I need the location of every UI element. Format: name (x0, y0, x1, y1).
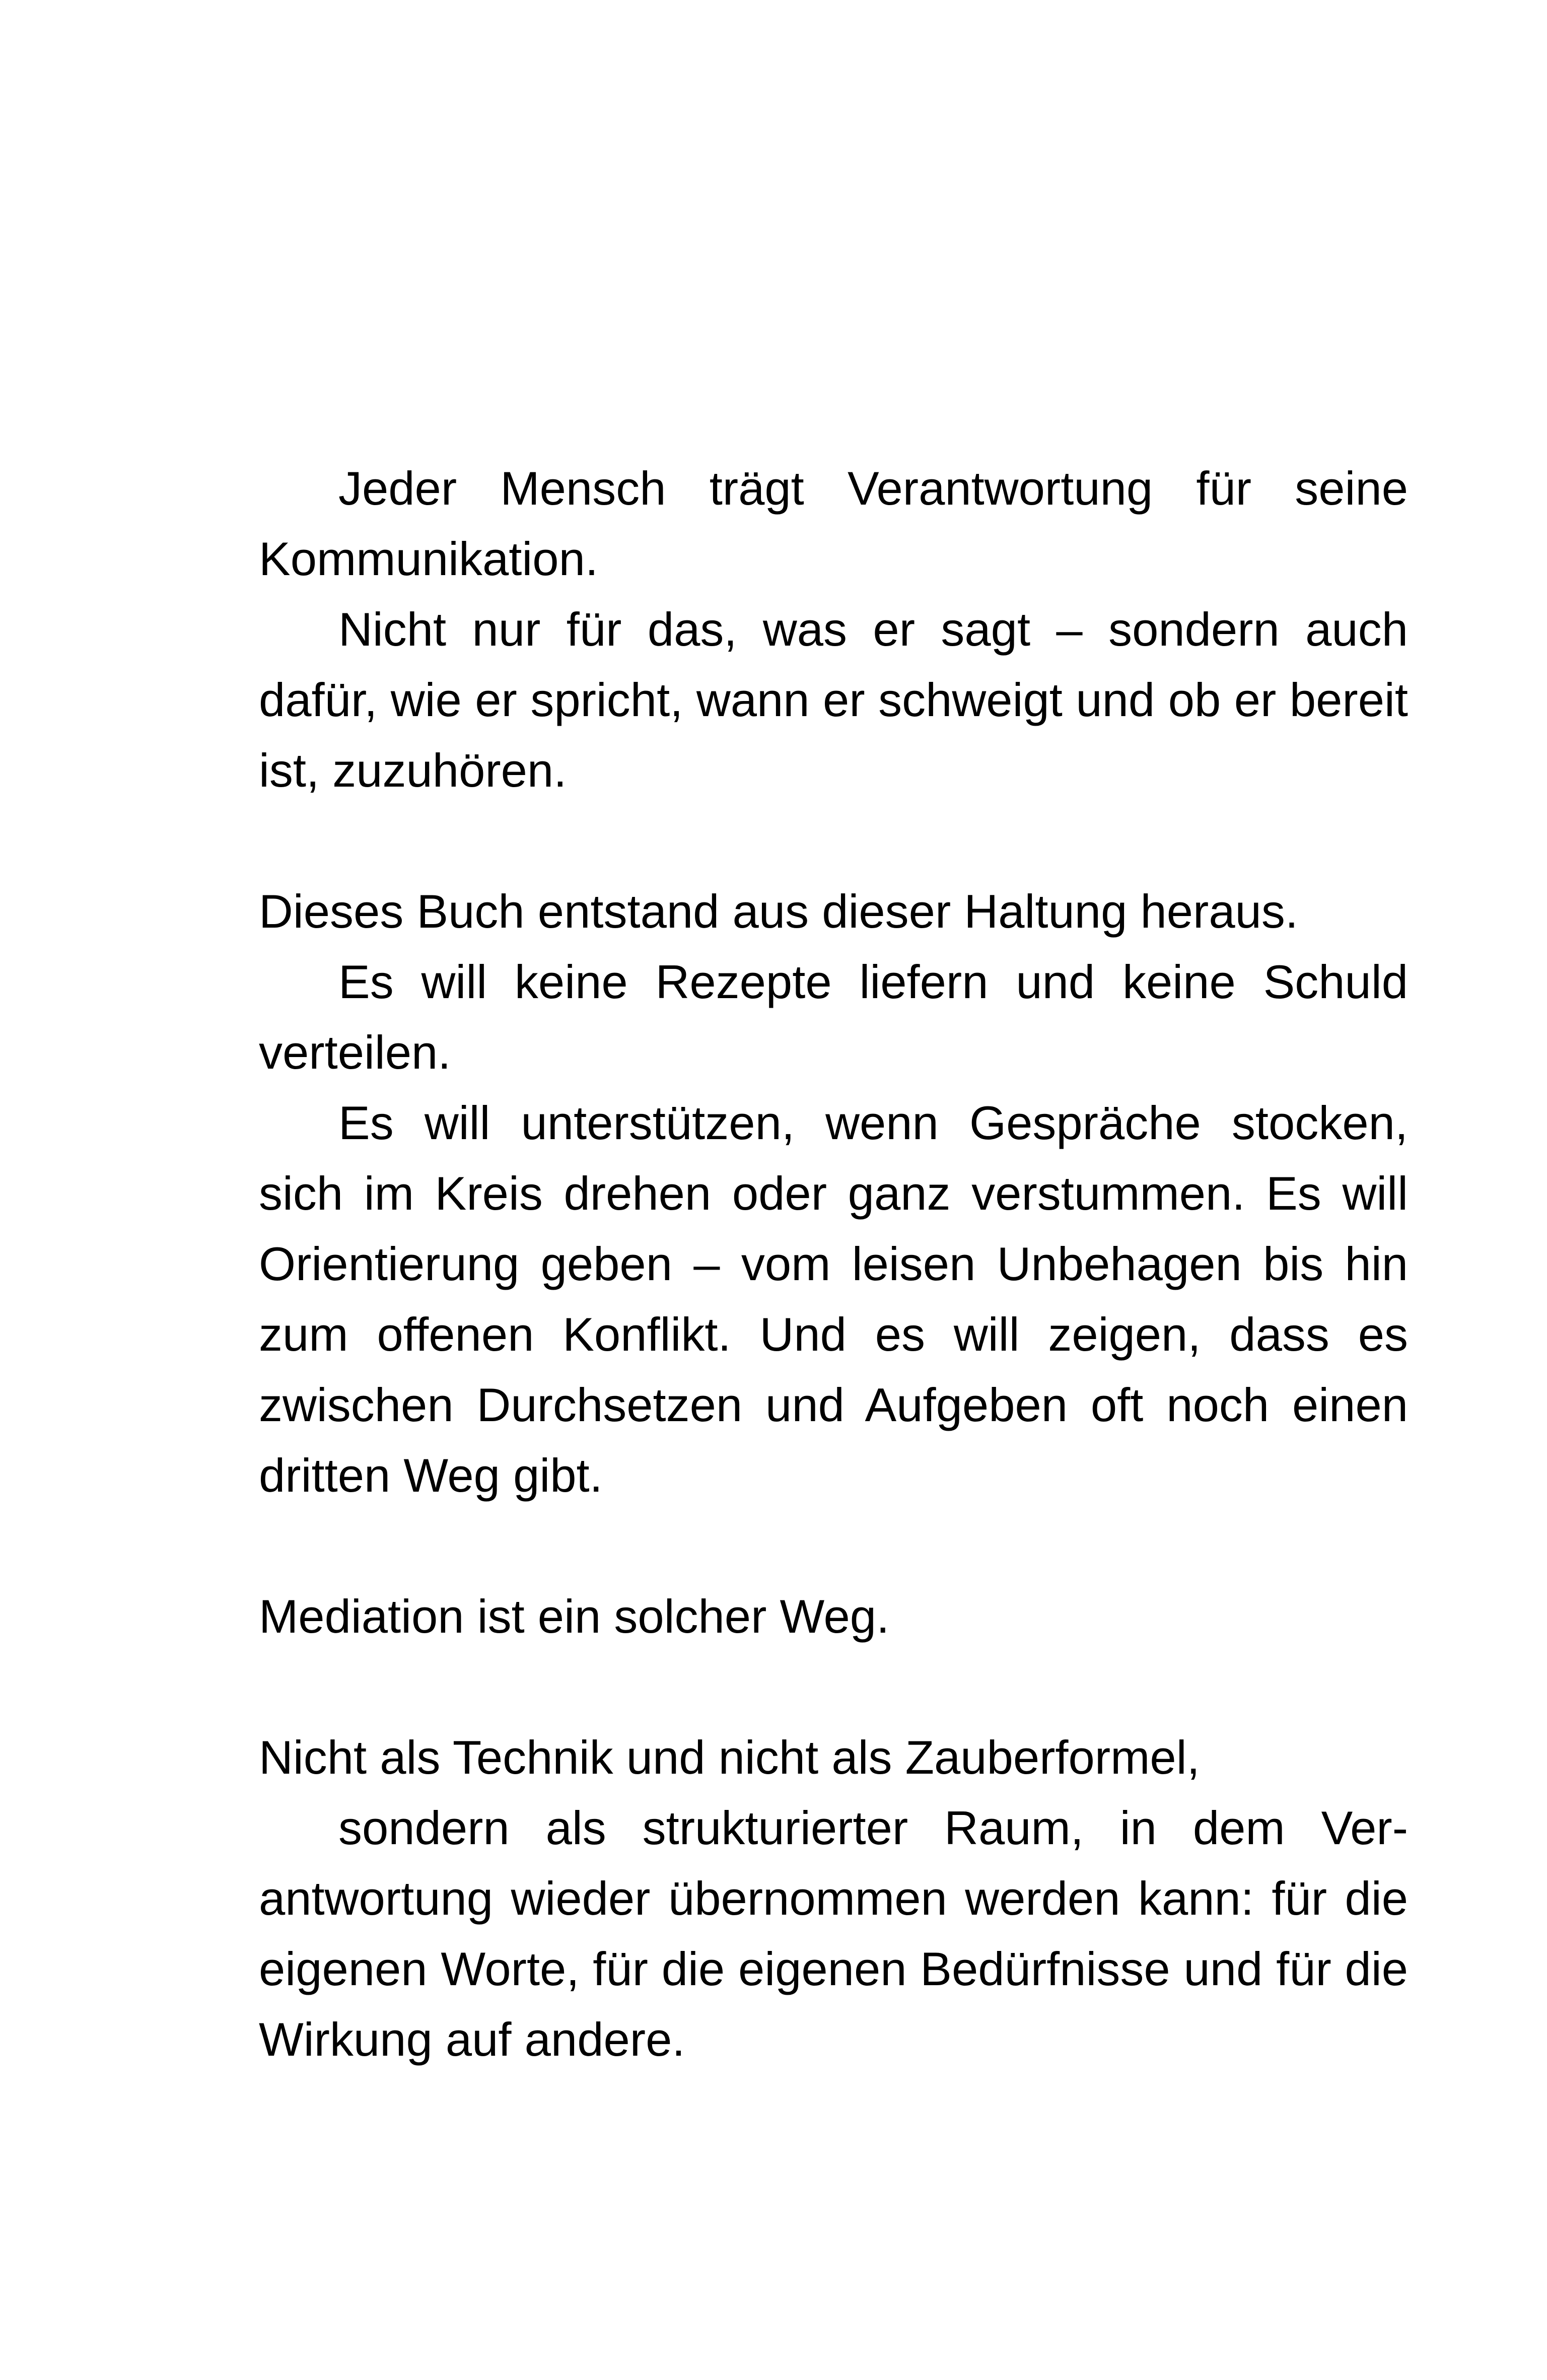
paragraph-7: Nicht als Technik und nicht als Zauberformel, (259, 1731, 1200, 1784)
body-text (259, 453, 1408, 2075)
paragraph-2: Nicht nur für das, was er sagt – sondern auch dafür, wie er spricht, wann er schweigt und ob er bereit ist, zuzuhören. (259, 603, 1408, 797)
paragraph-6: Mediation ist ein solcher Weg. (259, 1590, 890, 1643)
paragraph-8: sondern als strukturierter Raum, in dem Verantwortung wieder übernommen werden kann: für die eigenen Worte, für die eigenen Bedürfnisse und für die Wirkung auf andere. (259, 1801, 1408, 2066)
paragraph-3: Dieses Buch entstand aus dieser Haltung heraus. (259, 885, 1299, 938)
paragraph-gap (259, 806, 1408, 876)
paragraph-1: Jeder Mensch trägt Verantwortung für seine Kommunikation. (259, 462, 1408, 585)
paragraph-gap (259, 1511, 1408, 1581)
paragraph-5: Es will unterstützen, wenn Gespräche stocken, sich im Kreis drehen oder ganz verstummen. Es will Orientierung geben – vom leisen Unbehagen bis hin zum offenen Konflikt. Und es will zeigen, dass es zwischen Durchsetzen und Aufgeben oft noch einen dritten Weg gibt. (259, 1096, 1408, 1502)
paragraph-gap (259, 1652, 1408, 1722)
paragraph-4: Es will keine Rezepte liefern und keine Schuld verteilen. (259, 955, 1408, 1079)
